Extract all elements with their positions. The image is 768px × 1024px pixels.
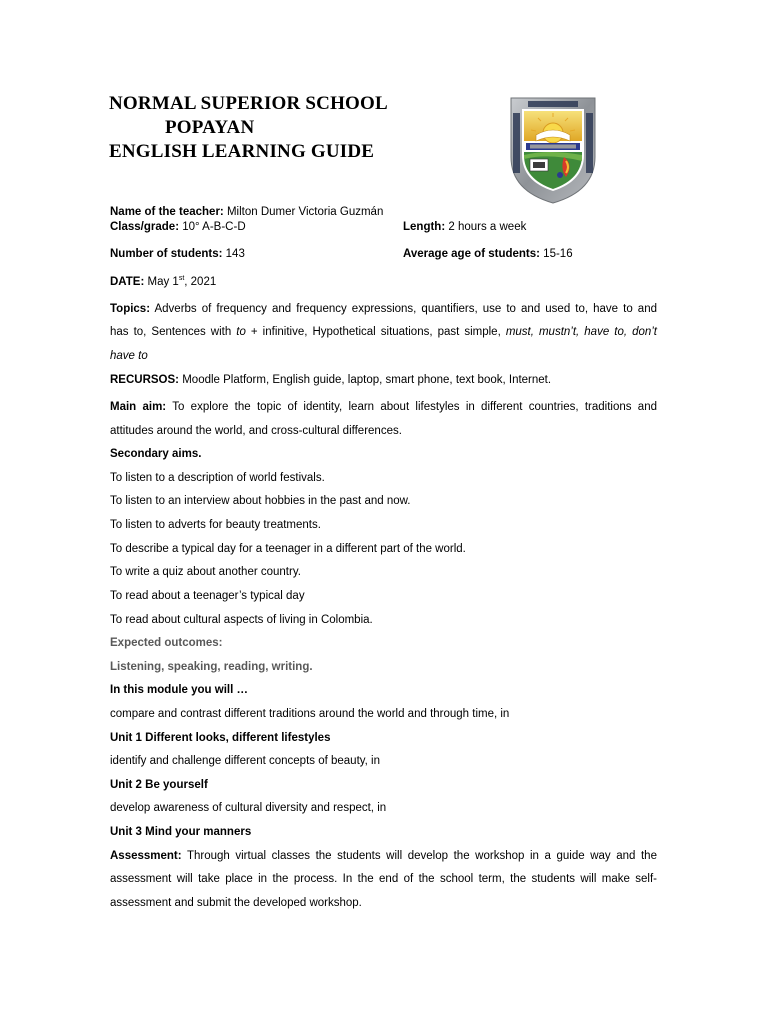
unit-3-title: Unit 3 Mind your manners	[110, 826, 252, 838]
age-line	[403, 247, 573, 261]
class-line	[110, 220, 246, 234]
teacher-value: Milton Dumer Victoria Guzmán	[226, 206, 384, 218]
unit-2-title: Unit 2 Be yourself	[110, 779, 208, 791]
date-value: May 1st, 2021	[147, 275, 217, 288]
date-label: DATE:	[110, 276, 145, 288]
recursos-line	[110, 373, 551, 387]
teacher-line	[110, 205, 383, 219]
main-aim-line-1: Main aim: To explore the topic of identity, learn about lifestyles in different countries, traditions and	[110, 401, 657, 413]
unit-1-title: Unit 1 Different looks, different lifestyles	[110, 732, 331, 744]
school-seal-logo	[508, 95, 598, 205]
secondary-aim-item: To listen to adverts for beauty treatments.	[110, 519, 321, 531]
secondary-aim-item: To listen to an interview about hobbies in the past and now.	[110, 495, 411, 507]
topics-line-1: Topics: Adverbs of frequency and frequency expressions, quantifiers, use to and used to, have to and	[110, 303, 657, 315]
age-value: 15-16	[543, 248, 573, 260]
date-line	[110, 275, 216, 289]
secondary-aims-heading: Secondary aims.	[110, 448, 202, 460]
school-name: NORMAL SUPERIOR SCHOOL	[109, 93, 388, 114]
secondary-aim-item: To listen to a description of world festivals.	[110, 472, 325, 484]
class-value: 10° A-B-C-D	[182, 221, 246, 233]
module-intro: compare and contrast different traditions around the world and through time, in	[110, 708, 510, 720]
assessment-label: Assessment:	[110, 850, 182, 862]
secondary-aim-item: To write a quiz about another country.	[110, 566, 301, 578]
age-label: Average age of students:	[403, 248, 540, 260]
students-value: 143	[225, 248, 245, 260]
main-aim-label: Main aim:	[110, 401, 167, 413]
secondary-aim-item: To read about a teenager’s typical day	[110, 590, 305, 602]
unit-2-desc: develop awareness of cultural diversity and respect, in	[110, 802, 387, 814]
topics-line-3: have to	[110, 350, 148, 362]
secondary-aim-item: To read about cultural aspects of living in Colombia.	[110, 614, 373, 626]
expected-outcomes-heading: Expected outcomes:	[110, 637, 223, 649]
assessment-line-2: assessment will take place in the process. In the end of the school term, the students will make self-	[110, 873, 657, 885]
recursos-label: RECURSOS:	[110, 374, 180, 386]
document-title: ENGLISH LEARNING GUIDE	[109, 141, 375, 162]
length-label: Length:	[403, 221, 446, 233]
topics-label: Topics:	[110, 303, 151, 315]
length-value: 2 hours a week	[448, 221, 527, 233]
assessment-line-1: Assessment: Through virtual classes the students will develop the workshop in a guide way and the	[110, 850, 657, 862]
secondary-aim-item: To describe a typical day for a teenager in a different part of the world.	[110, 543, 466, 555]
topics-line-2: has to, Sentences with to + infinitive, Hypothetical situations, past simple, must, mustn’t, have to, don’t	[110, 326, 657, 338]
unit-1-desc: identify and challenge different concepts of beauty, in	[110, 755, 381, 767]
assessment-line-3: assessment and submit the developed workshop.	[110, 897, 362, 909]
length-line	[403, 220, 526, 234]
students-label: Number of students:	[110, 248, 223, 260]
class-label: Class/grade:	[110, 221, 180, 233]
recursos-value: Moodle Platform, English guide, laptop, smart phone, text book, Internet.	[182, 374, 552, 386]
expected-outcomes-value: Listening, speaking, reading, writing.	[110, 661, 313, 673]
main-aim-line-2: attitudes around the world, and cross-cultural differences.	[110, 425, 402, 437]
teacher-label: Name of the teacher:	[110, 206, 224, 218]
module-heading: In this module you will …	[110, 684, 249, 696]
students-line	[110, 247, 245, 261]
school-city: POPAYAN	[165, 117, 255, 138]
